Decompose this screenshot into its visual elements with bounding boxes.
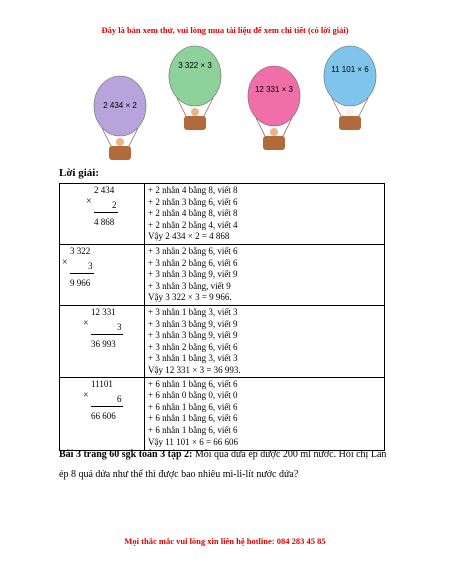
product: 4 868 bbox=[94, 217, 115, 227]
explanation-steps bbox=[145, 306, 385, 378]
step-line: + 2 nhân 3 bằng 6, viết 6 bbox=[148, 196, 238, 207]
step-line: + 3 nhân 3 bằng, viết 9 bbox=[148, 280, 231, 291]
step-line: Vậy 12 331 × 3 = 36 993. bbox=[148, 364, 241, 375]
result-line bbox=[94, 212, 118, 213]
problem-statement bbox=[59, 445, 389, 485]
balloon-4-envelope bbox=[324, 46, 376, 106]
step-line: + 3 nhân 1 bằng 3, viết 3 bbox=[148, 353, 238, 364]
step-line: + 3 nhân 2 bằng 6, viết 6 bbox=[148, 341, 238, 352]
hotline-footer: Mọi thắc mắc vui lòng xin liên hệ hotline: 084 283 45 85 bbox=[124, 536, 326, 546]
multiply-sign: × bbox=[62, 257, 68, 268]
step-line: Vậy 11 101 × 6 = 66 606 bbox=[148, 436, 239, 447]
step-line: + 3 nhân 3 bằng 9, viết 9 bbox=[148, 269, 238, 280]
result-line bbox=[91, 334, 123, 335]
balloon-blue bbox=[324, 46, 376, 130]
balloon-green bbox=[169, 46, 221, 130]
step-line: + 6 nhân 0 bằng 0, viết 0 bbox=[148, 390, 238, 401]
multiply-sign: × bbox=[86, 196, 92, 207]
multiplier: 3 bbox=[88, 261, 93, 271]
result-line bbox=[91, 406, 123, 407]
solution-row bbox=[60, 245, 385, 306]
step-line: Vậy 3 322 × 3 = 9 966. bbox=[148, 292, 232, 303]
step-line: + 6 nhân 1 bằng 6, viết 6 bbox=[148, 413, 238, 424]
balloon-pink bbox=[248, 66, 300, 150]
vertical-multiplication bbox=[60, 306, 145, 378]
vertical-multiplication bbox=[60, 184, 145, 245]
step-line: + 6 nhân 1 bằng 6, viết 6 bbox=[148, 378, 238, 389]
multiplier: 3 bbox=[117, 322, 122, 332]
basket-3 bbox=[263, 136, 285, 150]
preview-notice: Đây là bản xem thử, vui lòng mua tài liệu để xem chi tiết (có lời giải) bbox=[101, 25, 349, 35]
balloon-illustration bbox=[88, 44, 378, 166]
step-line: + 3 nhân 1 bằng 3, viết 3 bbox=[148, 307, 238, 317]
multiplier: 2 bbox=[112, 200, 117, 210]
balloon-3-envelope bbox=[248, 66, 300, 126]
step-line: Vậy 2 434 × 2 = 4 868 bbox=[148, 231, 230, 242]
explanation-steps bbox=[145, 184, 385, 245]
step-line: + 3 nhân 2 bằng 6, viết 6 bbox=[148, 246, 238, 256]
balloon-2-envelope bbox=[169, 46, 221, 106]
basket-2 bbox=[184, 116, 206, 130]
multiplicand: 2 434 bbox=[94, 185, 115, 195]
basket-4 bbox=[339, 116, 361, 130]
step-line: + 3 nhân 2 bằng 6, viết 6 bbox=[148, 257, 238, 268]
multiplicand: 12 331 bbox=[91, 307, 116, 317]
explanation-steps bbox=[145, 377, 385, 450]
step-line: + 2 nhân 2 bằng 4, viết 4 bbox=[148, 219, 238, 230]
balloon-purple bbox=[94, 76, 146, 160]
step-line: + 6 nhân 1 bằng 6, viết 6 bbox=[148, 401, 238, 412]
problem-title: Bài 3 trang 60 sgk toán 3 tập 2: bbox=[59, 449, 193, 460]
balloon-4-label: 11 101 × 6 bbox=[331, 65, 369, 74]
multiplicand: 11101 bbox=[91, 378, 113, 389]
basket-1 bbox=[109, 146, 131, 160]
balloon-2-label: 3 322 × 3 bbox=[178, 61, 212, 70]
step-line: + 3 nhân 3 bằng 9, viết 9 bbox=[148, 330, 238, 341]
product: 66 606 bbox=[91, 410, 116, 421]
result-line bbox=[70, 273, 94, 274]
solution-row bbox=[60, 184, 385, 245]
passenger-3 bbox=[270, 128, 278, 136]
multiplicand: 3 322 bbox=[70, 246, 91, 256]
step-line: + 2 nhân 4 bằng 8, viết 8 bbox=[148, 185, 238, 195]
balloon-3-label: 12 331 × 3 bbox=[254, 85, 294, 94]
product: 36 993 bbox=[91, 339, 116, 349]
balloon-1-label: 2 434 × 2 bbox=[103, 101, 137, 110]
vertical-multiplication bbox=[60, 377, 145, 450]
step-line: + 2 nhân 4 bằng 8, viết 8 bbox=[148, 208, 238, 219]
explanation-steps bbox=[145, 245, 385, 306]
solution-row bbox=[60, 377, 385, 450]
passenger-2 bbox=[191, 108, 199, 116]
problem-text: Mỗi quả dứa ép được 200 ml nước. Hỏi chị Lan ép 8 quả dứa như thế thì được bao nhiêu mi-li-lít nước dứa? bbox=[59, 449, 387, 480]
vertical-multiplication bbox=[60, 245, 145, 306]
solution-heading: Lời giải: bbox=[59, 167, 100, 179]
product: 9 966 bbox=[70, 278, 91, 288]
solution-row bbox=[60, 306, 385, 378]
step-line: + 3 nhân 3 bằng 9, viết 9 bbox=[148, 318, 238, 329]
passenger-1 bbox=[116, 138, 124, 146]
multiplier: 6 bbox=[117, 393, 122, 404]
step-line: + 6 nhân 1 bằng 6, viết 6 bbox=[148, 424, 238, 435]
multiply-sign: × bbox=[83, 318, 89, 329]
multiply-sign: × bbox=[83, 389, 89, 401]
passenger-4 bbox=[346, 108, 354, 116]
solution-table bbox=[59, 183, 385, 451]
